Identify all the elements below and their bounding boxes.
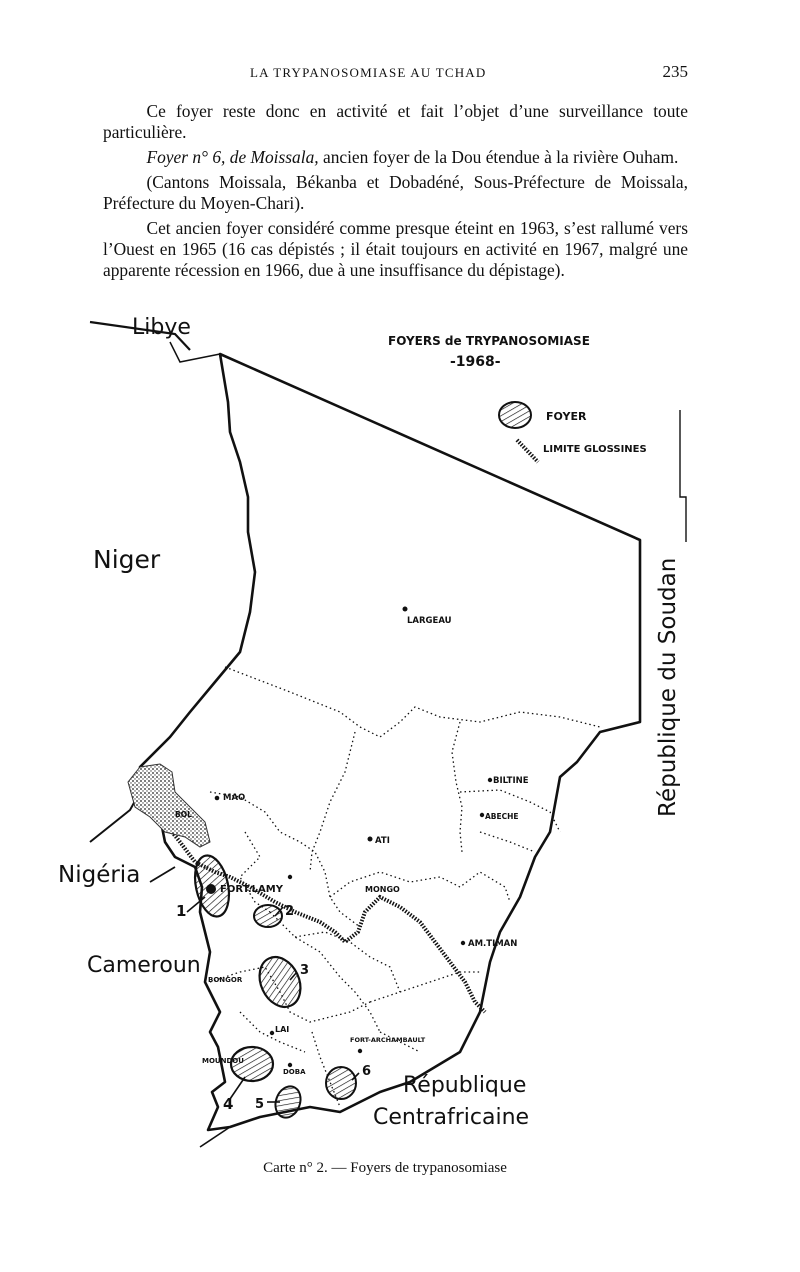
paragraph-2-text: ancien foyer de la Dou étendue à la rivière Ouham. (318, 147, 679, 167)
focus-number-4: 4 (223, 1095, 234, 1113)
focus-number-3: 3 (300, 963, 310, 978)
legend-foyer-symbol (499, 402, 531, 428)
town-bol: BOL (175, 810, 192, 819)
town-fort-archambault: FORT-ARCHAMBAULT (350, 1036, 426, 1044)
label-niger: Niger (93, 545, 161, 574)
running-title: LA TRYPANOSOMIASE AU TCHAD (250, 65, 487, 80)
label-nigeria: Nigéria (58, 862, 141, 888)
town-am-timan: AM.TIMAN (468, 939, 518, 949)
soudan-frame (680, 410, 686, 542)
town-largeau: LARGEAU (407, 616, 452, 626)
focus-number-1: 1 (176, 902, 187, 920)
town-moundou: MOUNDOU (202, 1057, 244, 1065)
paragraph-4-text: Cet ancien foyer considéré comme presque éteint en 1963, s’est rallumé vers l’Ouest en 1965 (16 cas dépistés ; il était toujours en activité en 1967, malgré une apparente récession en 1966, due à une insuffisance du dépistage). (103, 218, 688, 280)
focus-number-2: 2 (285, 904, 295, 919)
town-fort-lamy: FORT.LAMY (220, 884, 283, 895)
paragraph-2-italic: Foyer n° 6, de Moissala, (146, 147, 319, 167)
fort-lamy-marker (206, 884, 216, 894)
label-soudan: République du Soudan (655, 557, 681, 817)
focus-number-6: 6 (362, 1064, 372, 1079)
paragraph-1 (103, 101, 688, 143)
label-cameroun: Cameroun (87, 953, 201, 978)
town-biltine: BILTINE (493, 776, 529, 786)
town-ati: ATI (375, 836, 390, 846)
chad-map (58, 312, 700, 1147)
map-title-line1: FOYERS de TRYPANOSOMIASE (388, 334, 590, 348)
frame-stub-left (170, 342, 220, 362)
focus-number-5: 5 (255, 1097, 265, 1112)
paragraph-2 (103, 147, 688, 168)
town-abeche: ABECHE (485, 812, 519, 821)
legend-foyer-label: FOYER (546, 410, 587, 423)
legend-limite-symbol (517, 440, 538, 462)
focus-3 (252, 950, 308, 1013)
town-bongor: BONGOR (208, 976, 243, 984)
label-libye: Libye (132, 315, 191, 340)
focus-6 (326, 1067, 356, 1099)
cameroun-border (150, 867, 175, 882)
map-title-line2: -1968- (450, 354, 501, 370)
paragraph-3 (103, 172, 688, 214)
town-mongo: MONGO (365, 885, 400, 894)
map-figure (58, 312, 700, 1147)
focus-2 (254, 905, 282, 927)
town-dots (215, 607, 493, 1068)
body-text (103, 101, 688, 285)
town-mao: MAO (223, 793, 246, 803)
page-number: 235 (662, 62, 688, 81)
running-head (0, 62, 800, 86)
town-doba: DOBA (283, 1068, 306, 1076)
label-rca-line1: République (403, 1073, 527, 1098)
paragraph-3-text: (Cantons Moissala, Békanba et Dobadéné, Sous-Préfecture de Moissala, Préfecture du Moyen-Chari). (103, 172, 688, 213)
paragraph-4 (103, 218, 688, 281)
caption-text: Carte n° 2. — Foyers de trypanosomiase (263, 1160, 507, 1176)
paragraph-1-text: Ce foyer reste donc en activité et fait l’objet d’une surveillance toute particulière. (103, 101, 688, 142)
lake-chad (128, 764, 210, 847)
figure-caption (0, 1160, 800, 1177)
town-lai: LAI (275, 1025, 290, 1034)
chad-outline (140, 354, 640, 1130)
label-rca-line2: Centrafricaine (373, 1105, 530, 1130)
legend-limite-label: LIMITE GLOSSINES (543, 444, 647, 455)
